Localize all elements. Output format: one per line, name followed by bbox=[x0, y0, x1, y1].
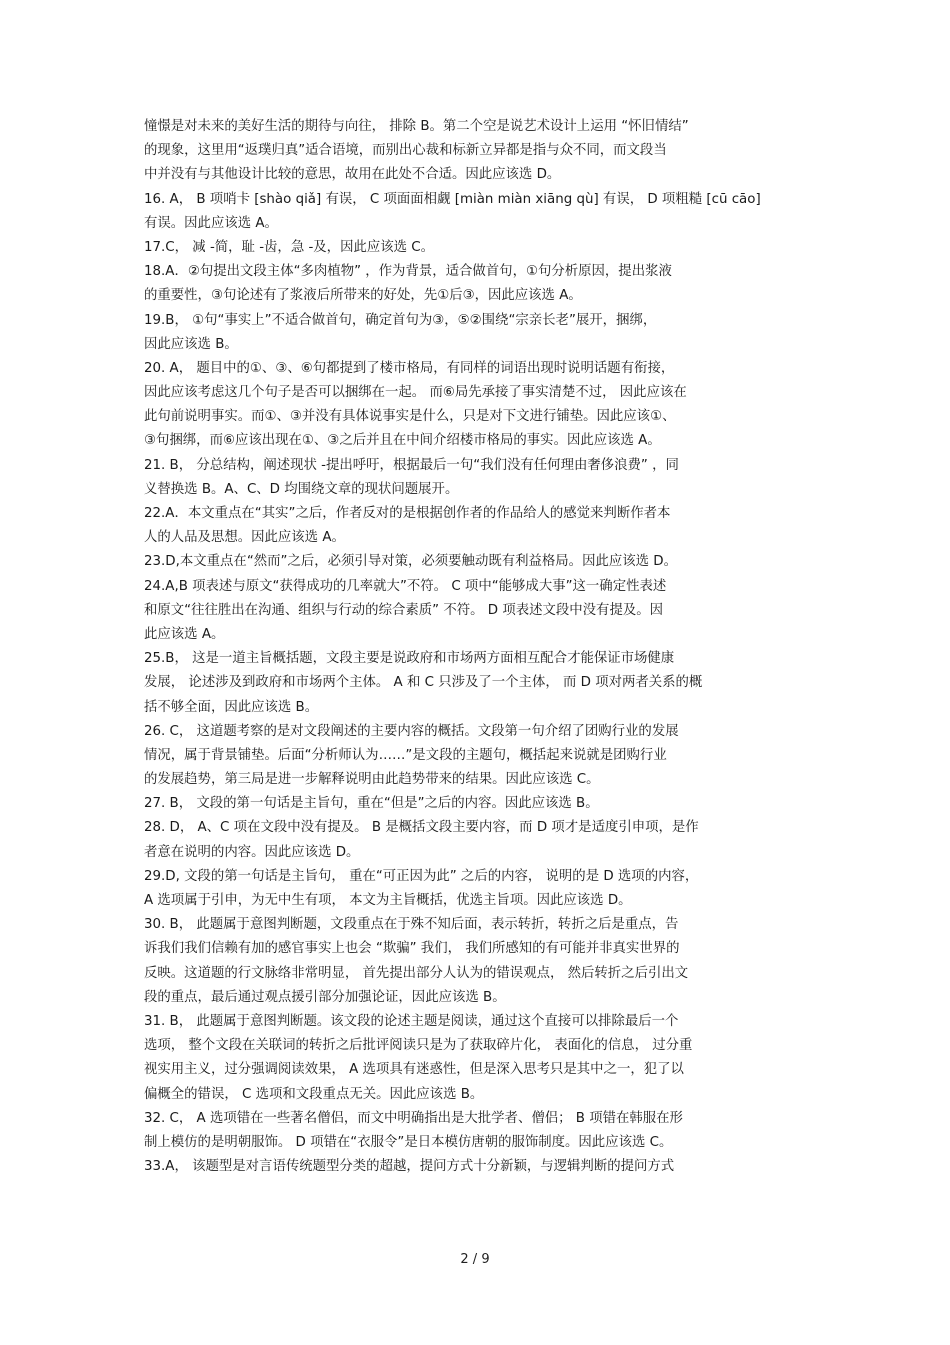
text-line: 因此应该选 B。 bbox=[144, 336, 238, 352]
text-line: 30. B， 此题属于意图判断题，文段重点在于殊不知后面，表示转折，转折之后是重点，告 bbox=[144, 917, 679, 933]
text-line: 的现象，这里用“返璞归真”适合语境，而别出心裁和标新立异都是指与众不同，而文段当 bbox=[144, 143, 667, 159]
text-line: 23.D,本文重点在“然而”之后，必须引导对策，必须要触动既有利益格局。因此应该选 D。 bbox=[144, 554, 677, 570]
text-line: 的重要性，③句论述有了浆液后所带来的好处，先①后③，因此应该选 A。 bbox=[144, 288, 582, 304]
text-line: 制上模仿的是明朝服饰。 D 项错在“衣服令”是日本模仿唐朝的服饰制度。因此应该选 C。 bbox=[144, 1134, 673, 1150]
text-line: 偏概全的错误， C 选项和文段重点无关。因此应该选 B。 bbox=[144, 1086, 484, 1102]
text-line: 18.A．②句提出文段主体“多肉植物” ，作为背景，适合做首句，①句分析原因，提出浆液 bbox=[144, 264, 672, 280]
page-number: 2 / 9 bbox=[460, 1252, 490, 1267]
text-line: 28. D， A、C 项在文段中没有提及。 B 是概括文段主要内容，而 D 项才是适度引申项，是作 bbox=[144, 820, 699, 836]
text-line: 括不够全面，因此应该选 B。 bbox=[144, 699, 319, 715]
text-line: 26. C， 这道题考察的是对文段阐述的主要内容的概括。文段第一句介绍了团购行业的发展 bbox=[144, 723, 679, 739]
text-line: 此句前说明事实。而①、③并没有具体说事实是什么，只是对下文进行铺垫。因此应该①、 bbox=[144, 409, 676, 425]
text-line: 因此应该考虑这几个句子是否可以捆绑在一起。 而⑥局先承接了事实清楚不过， 因此应该在 bbox=[144, 385, 687, 401]
answer-explanations bbox=[144, 117, 812, 1181]
text-line: 反映。这道题的行文脉络非常明显， 首先提出部分人认为的错误观点， 然后转折之后引出文 bbox=[144, 965, 689, 981]
text-line: 16. A， B 项哨卡 [shào qiǎ] 有误， C 项面面相觑 [miàn miàn xiāng qù] 有误， D 项粗糙 [cū cāo] bbox=[144, 191, 761, 207]
text-line: 选项， 整个文段在关联词的转折之后批评阅读只是为了获取碎片化， 表面化的信息， 过分重 bbox=[144, 1038, 693, 1054]
text-line: 有误。因此应该选 A。 bbox=[144, 215, 278, 231]
text-line: 情况，属于背景铺垫。后面“分析师认为……”是文段的主题句，概括起来说就是团购行业 bbox=[144, 747, 667, 763]
text-line: 19.B， ①句“事实上”不适合做首句，确定首句为③，⑤②围绕“宗亲长老”展开，捆绑， bbox=[144, 312, 657, 328]
text-line: 的发展趋势，第三局是进一步解释说明由此趋势带来的结果。因此应该选 C。 bbox=[144, 772, 600, 788]
text-line: 31. B， 此题属于意图判断题。该文段的论述主题是阅读，通过这个直接可以排除最后一个 bbox=[144, 1013, 679, 1029]
text-line: 和原文“往往胜出在沟通、组织与行动的综合素质” 不符。 D 项表述文段中没有提及。因 bbox=[144, 602, 664, 618]
text-line: 发展， 论述涉及到政府和市场两个主体。 A 和 C 只涉及了一个主体， 而 D 项对两者关系的概 bbox=[144, 675, 703, 691]
text-line: 29.D, 文段的第一句话是主旨句， 重在“可正因为此” 之后的内容， 说明的是 D 选项的内容， bbox=[144, 868, 699, 884]
text-line: 33.A， 该题型是对言语传统题型分类的超越，提问方式十分新颖，与逻辑判断的提问方式 bbox=[144, 1159, 675, 1175]
text-line: 25.B， 这是一道主旨概括题，文段主要是说政府和市场两方面相互配合才能保证市场健康 bbox=[144, 651, 675, 667]
text-line: 义替换选 B。A、C、D 均围绕文章的现状问题展开。 bbox=[144, 481, 459, 497]
text-line: 21. B， 分总结构，阐述现状 -提出呼吁，根据最后一句“我们没有任何理由奢侈浪费” ，同 bbox=[144, 457, 679, 473]
text-line: 中并没有与其他设计比较的意思，故用在此处不合适。因此应该选 D。 bbox=[144, 167, 561, 183]
text-line: 22.A．本文重点在“其实”之后，作者反对的是根据创作者的作品给人的感觉来判断作者本 bbox=[144, 506, 671, 521]
text-line: 段的重点，最后通过观点援引部分加强论证，因此应该选 B。 bbox=[144, 989, 506, 1005]
text-line: A 选项属于引申，为无中生有项， 本文为主旨概括，优选主旨项。因此应该选 D。 bbox=[144, 893, 632, 908]
text-line: 者意在说明的内容。因此应该选 D。 bbox=[144, 844, 360, 860]
text-line: 人的人品及思想。因此应该选 A。 bbox=[144, 530, 345, 546]
text-line: ③句捆绑，而⑥应该出现在①、③之后并且在中间介绍楼市格局的事实。因此应该选 A。 bbox=[144, 433, 661, 449]
text-line: 27. B， 文段的第一句话是主旨句，重在“但是”之后的内容。因此应该选 B。 bbox=[144, 796, 599, 812]
text-line: 17.C， 减 -简，耻 -齿，急 -及，因此应该选 C。 bbox=[144, 239, 435, 255]
text-line: 24.A,B 项表述与原文“获得成功的几率就大”不符。 C 项中“能够成大事”这一确定性表述 bbox=[144, 578, 667, 594]
text-line: 32. C， A 选项错在一些著名僧侣，而文中明确指出是大批学者、僧侣； B 项错在韩服在形 bbox=[144, 1110, 683, 1126]
text-line: 诉我们我们信赖有加的感官事实上也会 “欺骗” 我们， 我们所感知的有可能并非真实世界的 bbox=[144, 941, 680, 957]
text-line: 20. A， 题目中的①、③、⑥句都提到了楼市格局，有同样的词语出现时说明话题有衔接， bbox=[144, 360, 675, 376]
text-line: 视实用主义，过分强调阅读效果， A 选项具有迷惑性，但是深入思考只是其中之一，犯了以 bbox=[144, 1062, 684, 1078]
text-line: 憧憬是对未来的美好生活的期待与向往， 排除 B。第二个空是说艺术设计上运用 “怀旧情结” bbox=[144, 119, 689, 134]
text-line: 此应该选 A。 bbox=[144, 626, 225, 642]
